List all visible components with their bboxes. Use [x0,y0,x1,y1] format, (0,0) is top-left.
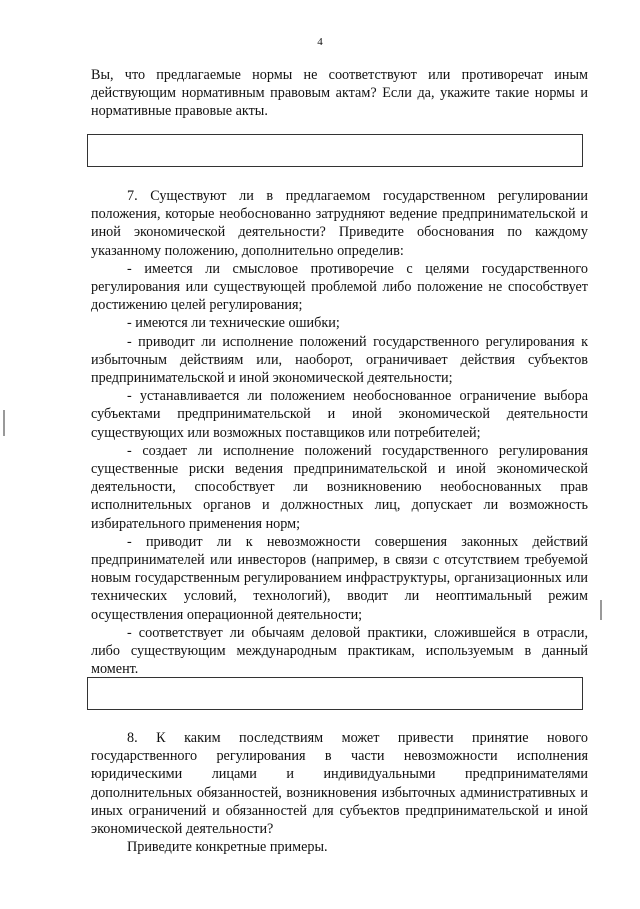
answer-box-intro[interactable] [87,134,583,167]
scan-artifact [3,410,5,436]
scan-artifact [600,600,602,620]
question-8-examples: Приведите конкретные примеры. [127,839,328,856]
answer-box-question-7[interactable] [87,677,583,710]
question-7-item: - создает ли исполнение положений государственного регулирования существенные риски ведения предпринимательской и иной экономической деятельности, способствует ли возникновению необоснованных прав исполнительных органов и должностных лиц, допускает ли возможность избирательного применения норм; [91,442,588,532]
question-7-item: - приводит ли к невозможности совершения законных действий предпринимателей или инвесторов (например, в связи с отсутствием требуемой новым государственным регулированием инфраструктуры, организационных или технических условий, технологий), вводит ли неоптимальный режим осуществления операционной деятельности; [91,533,588,623]
question-7-item: - соответствует ли обычаям деловой практики, сложившейся в отрасли, либо существующим международным практикам, используемым в данный момент. [91,624,588,678]
page-number: 4 [317,36,323,48]
question-7-item: - приводит ли исполнение положений государственного регулирования к избыточным действиям или, наоборот, ограничивает действия субъектов предпринимательской и иной экономической деятельности; [91,333,588,387]
question-8 [91,729,588,856]
question-8-lead: 8. К каким последствиям может привести принятие нового государственного регулирования в части невозможности исполнения юридическими лицами и индивидуальными предпринимателями дополнительных обязанностей, возникновения избыточных административных и иных ограничений и обязанностей для субъектов предпринимательской и иной экономической деятельности? [91,730,588,838]
question-7 [91,187,588,678]
question-7-item: - имеются ли технические ошибки; [127,315,340,332]
question-7-item: - имеется ли смысловое противоречие с целями государственного регулирования или существующей проблемой либо положение не способствует достижению целей регулирования; [91,260,588,314]
intro-question [91,66,588,121]
intro-question-text: Вы, что предлагаемые нормы не соответствуют или противоречат иным действующим нормативным правовым актам? Если да, укажите такие нормы и нормативные правовые акты. [91,67,588,120]
question-7-item: - устанавливается ли положением необоснованное ограничение выбора субъектами предпринимательской и иной экономической деятельности существующих или возможных поставщиков или потребителей; [91,388,588,441]
question-7-lead: 7. Существуют ли в предлагаемом государственном регулировании положения, которые необоснованно затрудняют ведение предпринимательской и иной экономической деятельности? Приведите обоснования по каждому указанному положению, дополнительно определив: [91,188,588,259]
